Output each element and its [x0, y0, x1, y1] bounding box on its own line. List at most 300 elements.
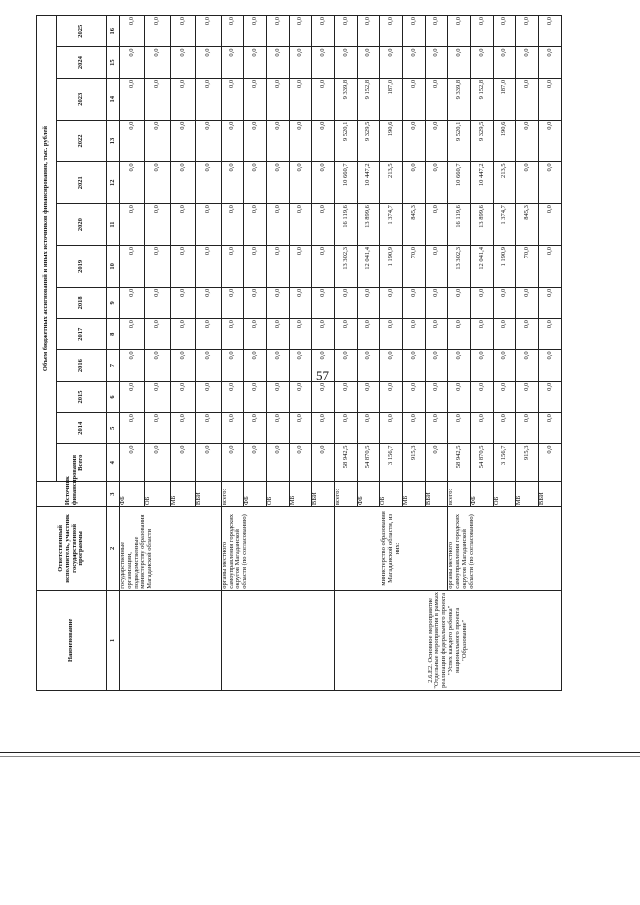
year-value-cell: 0,0 [312, 245, 335, 287]
year-value-cell: 0,0 [170, 162, 195, 204]
column-number: 5 [107, 413, 120, 444]
year-value-cell: 9 329,5 [471, 120, 494, 162]
total-value-cell: 0,0 [425, 444, 448, 482]
year-value-cell: 0,0 [196, 245, 221, 287]
year-value-cell: 0,0 [221, 245, 244, 287]
horizontal-rule-secondary [0, 756, 640, 757]
year-value-cell: 0,0 [120, 287, 145, 318]
year-value-cell: 0,0 [425, 413, 448, 444]
year-value-cell: 13 899,6 [357, 204, 380, 246]
year-value-cell: 0,0 [170, 47, 195, 78]
year-value-cell: 9 152,8 [471, 78, 494, 120]
column-number: 14 [107, 78, 120, 120]
year-value-cell: 1 374,7 [380, 204, 403, 246]
year-value-cell: 0,0 [471, 350, 494, 381]
total-value-cell: 54 870,5 [357, 444, 380, 482]
year-value-cell: 0,0 [425, 350, 448, 381]
table-body [120, 16, 562, 691]
year-value-cell: 0,0 [403, 78, 426, 120]
year-value-cell: 0,0 [516, 287, 539, 318]
year-value-cell: 0,0 [221, 319, 244, 350]
year-value-cell: 0,0 [120, 245, 145, 287]
year-value-cell: 10 660,7 [335, 162, 358, 204]
year-value-cell: 9 339,8 [335, 78, 358, 120]
year-value-cell: 0,0 [267, 78, 290, 120]
year-value-cell: 0,0 [425, 245, 448, 287]
year-value-cell: 0,0 [448, 319, 471, 350]
year-value-cell: 0,0 [221, 287, 244, 318]
year-value-cell: 12 041,4 [471, 245, 494, 287]
year-value-cell: 0,0 [196, 120, 221, 162]
year-value-cell: 190,6 [380, 120, 403, 162]
source-cell: ОБ [493, 482, 516, 507]
year-value-cell: 9 152,8 [357, 78, 380, 120]
year-value-cell: 0,0 [335, 350, 358, 381]
column-number: 3 [107, 482, 120, 507]
year-value-cell: 0,0 [516, 413, 539, 444]
year-value-cell: 0,0 [403, 287, 426, 318]
source-cell: ФБ [120, 482, 145, 507]
year-value-cell: 213,5 [493, 162, 516, 204]
column-number: 11 [107, 204, 120, 246]
year-value-cell: 0,0 [539, 47, 562, 78]
total-value-cell: 58 942,5 [335, 444, 358, 482]
year-value-cell: 0,0 [516, 47, 539, 78]
year-value-cell: 0,0 [403, 381, 426, 412]
table-row [448, 16, 471, 691]
year-value-cell: 0,0 [289, 204, 312, 246]
year-value-cell: 9 520,1 [335, 120, 358, 162]
column-number: 1 [107, 590, 120, 690]
total-value-cell: 0,0 [196, 444, 221, 482]
year-value-cell: 0,0 [425, 204, 448, 246]
year-value-cell: 0,0 [335, 413, 358, 444]
year-value-cell: 0,0 [357, 287, 380, 318]
year-value-cell: 0,0 [221, 381, 244, 412]
year-value-cell: 0,0 [516, 381, 539, 412]
year-value-cell: 0,0 [312, 413, 335, 444]
year-value-cell: 0,0 [289, 162, 312, 204]
year-value-cell: 0,0 [145, 204, 170, 246]
executor-cell: министерство образования Магаданской области, из них: [335, 507, 448, 591]
total-value-cell: 0,0 [170, 444, 195, 482]
year-value-cell: 0,0 [145, 319, 170, 350]
year-value-cell: 0,0 [493, 381, 516, 412]
year-value-cell: 0,0 [312, 381, 335, 412]
year-value-cell: 0,0 [448, 47, 471, 78]
year-value-cell: 0,0 [145, 78, 170, 120]
year-value-cell: 0,0 [425, 287, 448, 318]
year-value-cell: 187,0 [380, 78, 403, 120]
executor-cell: органы местного самоуправления городских округов Магаданской области (по согласованию) [448, 507, 562, 591]
year-value-cell: 0,0 [244, 381, 267, 412]
year-value-cell: 0,0 [335, 287, 358, 318]
year-value-cell: 0,0 [120, 120, 145, 162]
year-value-cell: 0,0 [244, 319, 267, 350]
header-year: 2014 [57, 413, 107, 444]
year-value-cell: 0,0 [170, 204, 195, 246]
budget-table [36, 15, 562, 691]
year-value-cell: 0,0 [380, 47, 403, 78]
year-value-cell: 0,0 [493, 47, 516, 78]
year-value-cell: 0,0 [539, 16, 562, 47]
source-cell: ФБ [357, 482, 380, 507]
year-value-cell: 0,0 [335, 47, 358, 78]
year-value-cell: 0,0 [145, 16, 170, 47]
page-number: 57 [316, 368, 329, 383]
year-value-cell: 0,0 [448, 287, 471, 318]
source-cell: всего: [448, 482, 471, 507]
year-value-cell: 0,0 [471, 319, 494, 350]
year-value-cell: 0,0 [267, 381, 290, 412]
year-value-cell: 0,0 [493, 319, 516, 350]
source-cell: МБ [170, 482, 195, 507]
executor-cell: государственные организации, подведомственные министерству образования Магаданской области [120, 507, 222, 591]
year-value-cell: 0,0 [196, 381, 221, 412]
horizontal-rule [0, 752, 640, 753]
year-value-cell: 13 302,3 [448, 245, 471, 287]
year-value-cell: 0,0 [516, 350, 539, 381]
year-value-cell: 0,0 [244, 120, 267, 162]
year-value-cell: 0,0 [289, 245, 312, 287]
year-value-cell: 0,0 [267, 47, 290, 78]
year-value-cell: 0,0 [493, 413, 516, 444]
year-value-cell: 0,0 [267, 245, 290, 287]
year-value-cell: 9 520,1 [448, 120, 471, 162]
source-cell: ОБ [380, 482, 403, 507]
year-value-cell: 0,0 [539, 319, 562, 350]
year-value-cell: 0,0 [516, 78, 539, 120]
year-value-cell: 0,0 [170, 413, 195, 444]
table-header [37, 16, 120, 691]
total-value-cell: 0,0 [539, 444, 562, 482]
total-value-cell: 0,0 [312, 444, 335, 482]
column-number: 2 [107, 507, 120, 591]
year-value-cell: 0,0 [221, 47, 244, 78]
header-total: Всего [57, 444, 107, 482]
year-value-cell: 0,0 [403, 162, 426, 204]
source-cell: МБ [289, 482, 312, 507]
year-value-cell: 0,0 [425, 47, 448, 78]
year-value-cell: 0,0 [145, 287, 170, 318]
year-value-cell: 0,0 [289, 120, 312, 162]
source-cell: ВБИ [425, 482, 448, 507]
rotated-table-container [36, 15, 562, 691]
column-number: 13 [107, 120, 120, 162]
year-value-cell: 0,0 [289, 16, 312, 47]
year-value-cell: 0,0 [335, 319, 358, 350]
year-value-cell: 0,0 [267, 319, 290, 350]
year-value-cell: 0,0 [493, 350, 516, 381]
source-cell: ВБИ [312, 482, 335, 507]
source-cell: ОБ [145, 482, 170, 507]
year-value-cell: 0,0 [448, 16, 471, 47]
year-value-cell: 0,0 [403, 413, 426, 444]
column-number: 12 [107, 162, 120, 204]
year-value-cell: 0,0 [145, 350, 170, 381]
year-value-cell: 0,0 [357, 16, 380, 47]
year-value-cell: 0,0 [145, 47, 170, 78]
year-value-cell: 0,0 [244, 47, 267, 78]
year-value-cell: 0,0 [145, 162, 170, 204]
year-value-cell: 0,0 [244, 16, 267, 47]
year-value-cell: 0,0 [244, 350, 267, 381]
year-value-cell: 0,0 [289, 78, 312, 120]
header-year: 2020 [57, 204, 107, 246]
year-value-cell: 0,0 [120, 381, 145, 412]
year-value-cell: 1 374,7 [493, 204, 516, 246]
year-value-cell: 0,0 [120, 47, 145, 78]
year-value-cell: 0,0 [357, 319, 380, 350]
name-cell-empty [120, 590, 222, 690]
year-value-cell: 0,0 [539, 204, 562, 246]
year-value-cell: 0,0 [539, 287, 562, 318]
year-value-cell: 0,0 [289, 350, 312, 381]
header-year: 2025 [57, 16, 107, 47]
header-year: 2018 [57, 287, 107, 318]
year-value-cell: 0,0 [539, 381, 562, 412]
table-row [120, 16, 145, 691]
header-year: 2017 [57, 319, 107, 350]
year-value-cell: 0,0 [267, 120, 290, 162]
year-value-cell: 0,0 [380, 16, 403, 47]
column-numbers-row [107, 16, 120, 691]
column-number: 10 [107, 245, 120, 287]
source-cell: ВБИ [196, 482, 221, 507]
year-value-cell: 0,0 [357, 413, 380, 444]
year-value-cell: 0,0 [380, 350, 403, 381]
year-value-cell: 0,0 [221, 120, 244, 162]
year-value-cell: 0,0 [403, 350, 426, 381]
header-year: 2023 [57, 78, 107, 120]
year-value-cell: 0,0 [267, 162, 290, 204]
year-value-cell: 0,0 [120, 319, 145, 350]
year-value-cell: 0,0 [120, 162, 145, 204]
year-value-cell: 0,0 [289, 47, 312, 78]
header-year: 2022 [57, 120, 107, 162]
column-number: 9 [107, 287, 120, 318]
total-value-cell: 0,0 [244, 444, 267, 482]
year-value-cell: 0,0 [221, 350, 244, 381]
year-value-cell: 0,0 [267, 16, 290, 47]
source-cell: ФБ [471, 482, 494, 507]
year-value-cell: 1 190,9 [493, 245, 516, 287]
year-value-cell: 0,0 [539, 413, 562, 444]
year-value-cell: 0,0 [170, 245, 195, 287]
total-value-cell: 3 156,7 [380, 444, 403, 482]
total-value-cell: 0,0 [289, 444, 312, 482]
table-row [335, 16, 358, 691]
year-value-cell: 16 119,6 [335, 204, 358, 246]
year-value-cell: 0,0 [448, 350, 471, 381]
year-value-cell: 845,3 [516, 204, 539, 246]
year-value-cell: 0,0 [244, 162, 267, 204]
year-value-cell: 0,0 [196, 204, 221, 246]
header-source: Источник финансирования [37, 482, 107, 507]
source-cell: МБ [516, 482, 539, 507]
year-value-cell: 0,0 [289, 381, 312, 412]
header-volume: Объем бюджетных ассигнований и иных источников финансирования, тыс. рублей [37, 16, 57, 482]
activity-name-cell: 2.6.Е2. Основное мероприятие "Отдельные мероприятия в рамках реализации федерального проекта "Успех каждого ребенка" национального проекта "Образование" [335, 590, 562, 690]
source-cell: ВБИ [539, 482, 562, 507]
header-year: 2024 [57, 47, 107, 78]
year-value-cell: 0,0 [403, 319, 426, 350]
year-value-cell: 0,0 [380, 319, 403, 350]
year-value-cell: 0,0 [516, 319, 539, 350]
year-value-cell: 16 119,6 [448, 204, 471, 246]
year-value-cell: 0,0 [244, 78, 267, 120]
source-cell: ОБ [267, 482, 290, 507]
executor-cell: органы местного самоуправления городских округов Магаданской области (по согласованию) [221, 507, 334, 591]
header-year: 2021 [57, 162, 107, 204]
year-value-cell: 0,0 [312, 350, 335, 381]
total-value-cell: 0,0 [145, 444, 170, 482]
source-cell: МБ [403, 482, 426, 507]
year-value-cell: 9 329,5 [357, 120, 380, 162]
year-value-cell: 10 660,7 [448, 162, 471, 204]
total-value-cell: 915,3 [403, 444, 426, 482]
year-value-cell: 13 899,6 [471, 204, 494, 246]
year-value-cell: 0,0 [289, 319, 312, 350]
total-value-cell: 0,0 [267, 444, 290, 482]
source-cell: всего: [221, 482, 244, 507]
year-value-cell: 0,0 [221, 78, 244, 120]
year-value-cell: 0,0 [145, 381, 170, 412]
source-cell: ФБ [244, 482, 267, 507]
year-value-cell: 0,0 [289, 413, 312, 444]
year-value-cell: 0,0 [145, 413, 170, 444]
year-value-cell: 9 339,8 [448, 78, 471, 120]
year-value-cell: 10 447,2 [471, 162, 494, 204]
column-number: 6 [107, 381, 120, 412]
year-value-cell: 0,0 [170, 319, 195, 350]
year-value-cell: 0,0 [196, 413, 221, 444]
year-value-cell: 187,0 [493, 78, 516, 120]
year-value-cell: 0,0 [196, 162, 221, 204]
table-row [221, 16, 244, 691]
year-value-cell: 0,0 [425, 78, 448, 120]
year-value-cell: 0,0 [244, 413, 267, 444]
year-value-cell: 0,0 [539, 78, 562, 120]
year-value-cell: 0,0 [244, 287, 267, 318]
year-value-cell: 0,0 [267, 287, 290, 318]
year-value-cell: 0,0 [380, 381, 403, 412]
year-value-cell: 0,0 [335, 16, 358, 47]
year-value-cell: 0,0 [312, 162, 335, 204]
year-value-cell: 0,0 [403, 120, 426, 162]
year-value-cell: 10 447,2 [357, 162, 380, 204]
year-value-cell: 0,0 [471, 413, 494, 444]
year-value-cell: 0,0 [357, 47, 380, 78]
column-number: 16 [107, 16, 120, 47]
column-number: 7 [107, 350, 120, 381]
year-value-cell: 0,0 [516, 120, 539, 162]
total-value-cell: 0,0 [221, 444, 244, 482]
year-value-cell: 0,0 [196, 287, 221, 318]
year-value-cell: 1 190,9 [380, 245, 403, 287]
year-value-cell: 0,0 [493, 287, 516, 318]
year-value-cell: 12 041,4 [357, 245, 380, 287]
column-number: 15 [107, 47, 120, 78]
source-cell: всего: [335, 482, 358, 507]
year-value-cell: 213,5 [380, 162, 403, 204]
year-value-cell: 0,0 [170, 287, 195, 318]
year-value-cell: 0,0 [539, 245, 562, 287]
year-value-cell: 0,0 [312, 16, 335, 47]
total-value-cell: 3 156,7 [493, 444, 516, 482]
year-value-cell: 0,0 [335, 381, 358, 412]
year-value-cell: 0,0 [539, 120, 562, 162]
year-value-cell: 0,0 [312, 120, 335, 162]
header-executor: Ответственный исполнитель, участник государственной программы [37, 507, 107, 591]
year-value-cell: 0,0 [221, 16, 244, 47]
year-value-cell: 0,0 [170, 381, 195, 412]
year-value-cell: 0,0 [312, 319, 335, 350]
year-value-cell: 190,6 [493, 120, 516, 162]
year-value-cell: 0,0 [471, 287, 494, 318]
year-value-cell: 0,0 [221, 162, 244, 204]
total-value-cell: 915,3 [516, 444, 539, 482]
year-value-cell: 0,0 [244, 245, 267, 287]
year-value-cell: 0,0 [267, 350, 290, 381]
year-value-cell: 70,0 [403, 245, 426, 287]
year-value-cell: 0,0 [425, 381, 448, 412]
total-value-cell: 0,0 [120, 444, 145, 482]
year-value-cell: 0,0 [196, 319, 221, 350]
year-value-cell: 0,0 [170, 350, 195, 381]
year-value-cell: 0,0 [221, 204, 244, 246]
year-value-cell: 0,0 [539, 162, 562, 204]
year-value-cell: 0,0 [471, 381, 494, 412]
year-value-cell: 0,0 [471, 16, 494, 47]
year-value-cell: 0,0 [244, 204, 267, 246]
column-number: 4 [107, 444, 120, 482]
year-value-cell: 0,0 [120, 16, 145, 47]
year-value-cell: 0,0 [312, 47, 335, 78]
year-value-cell: 0,0 [380, 413, 403, 444]
year-value-cell: 0,0 [493, 16, 516, 47]
column-number: 8 [107, 319, 120, 350]
year-value-cell: 0,0 [120, 413, 145, 444]
year-value-cell: 0,0 [425, 120, 448, 162]
year-value-cell: 0,0 [196, 16, 221, 47]
year-value-cell: 0,0 [403, 16, 426, 47]
year-value-cell: 0,0 [289, 287, 312, 318]
year-value-cell: 0,0 [516, 162, 539, 204]
year-value-cell: 0,0 [267, 413, 290, 444]
year-value-cell: 0,0 [196, 47, 221, 78]
name-cell-empty [221, 590, 334, 690]
year-value-cell: 0,0 [357, 381, 380, 412]
total-value-cell: 58 942,5 [448, 444, 471, 482]
year-value-cell: 0,0 [357, 350, 380, 381]
year-value-cell: 0,0 [170, 16, 195, 47]
year-value-cell: 0,0 [170, 120, 195, 162]
year-value-cell: 0,0 [120, 204, 145, 246]
header-year: 2015 [57, 381, 107, 412]
year-value-cell: 0,0 [196, 78, 221, 120]
year-value-cell: 0,0 [145, 120, 170, 162]
year-value-cell: 845,3 [403, 204, 426, 246]
header-year: 2016 [57, 350, 107, 381]
year-value-cell: 0,0 [471, 47, 494, 78]
year-value-cell: 0,0 [448, 381, 471, 412]
year-value-cell: 0,0 [425, 162, 448, 204]
year-value-cell: 0,0 [380, 287, 403, 318]
year-value-cell: 0,0 [312, 78, 335, 120]
header-year: 2019 [57, 245, 107, 287]
year-value-cell: 0,0 [170, 78, 195, 120]
